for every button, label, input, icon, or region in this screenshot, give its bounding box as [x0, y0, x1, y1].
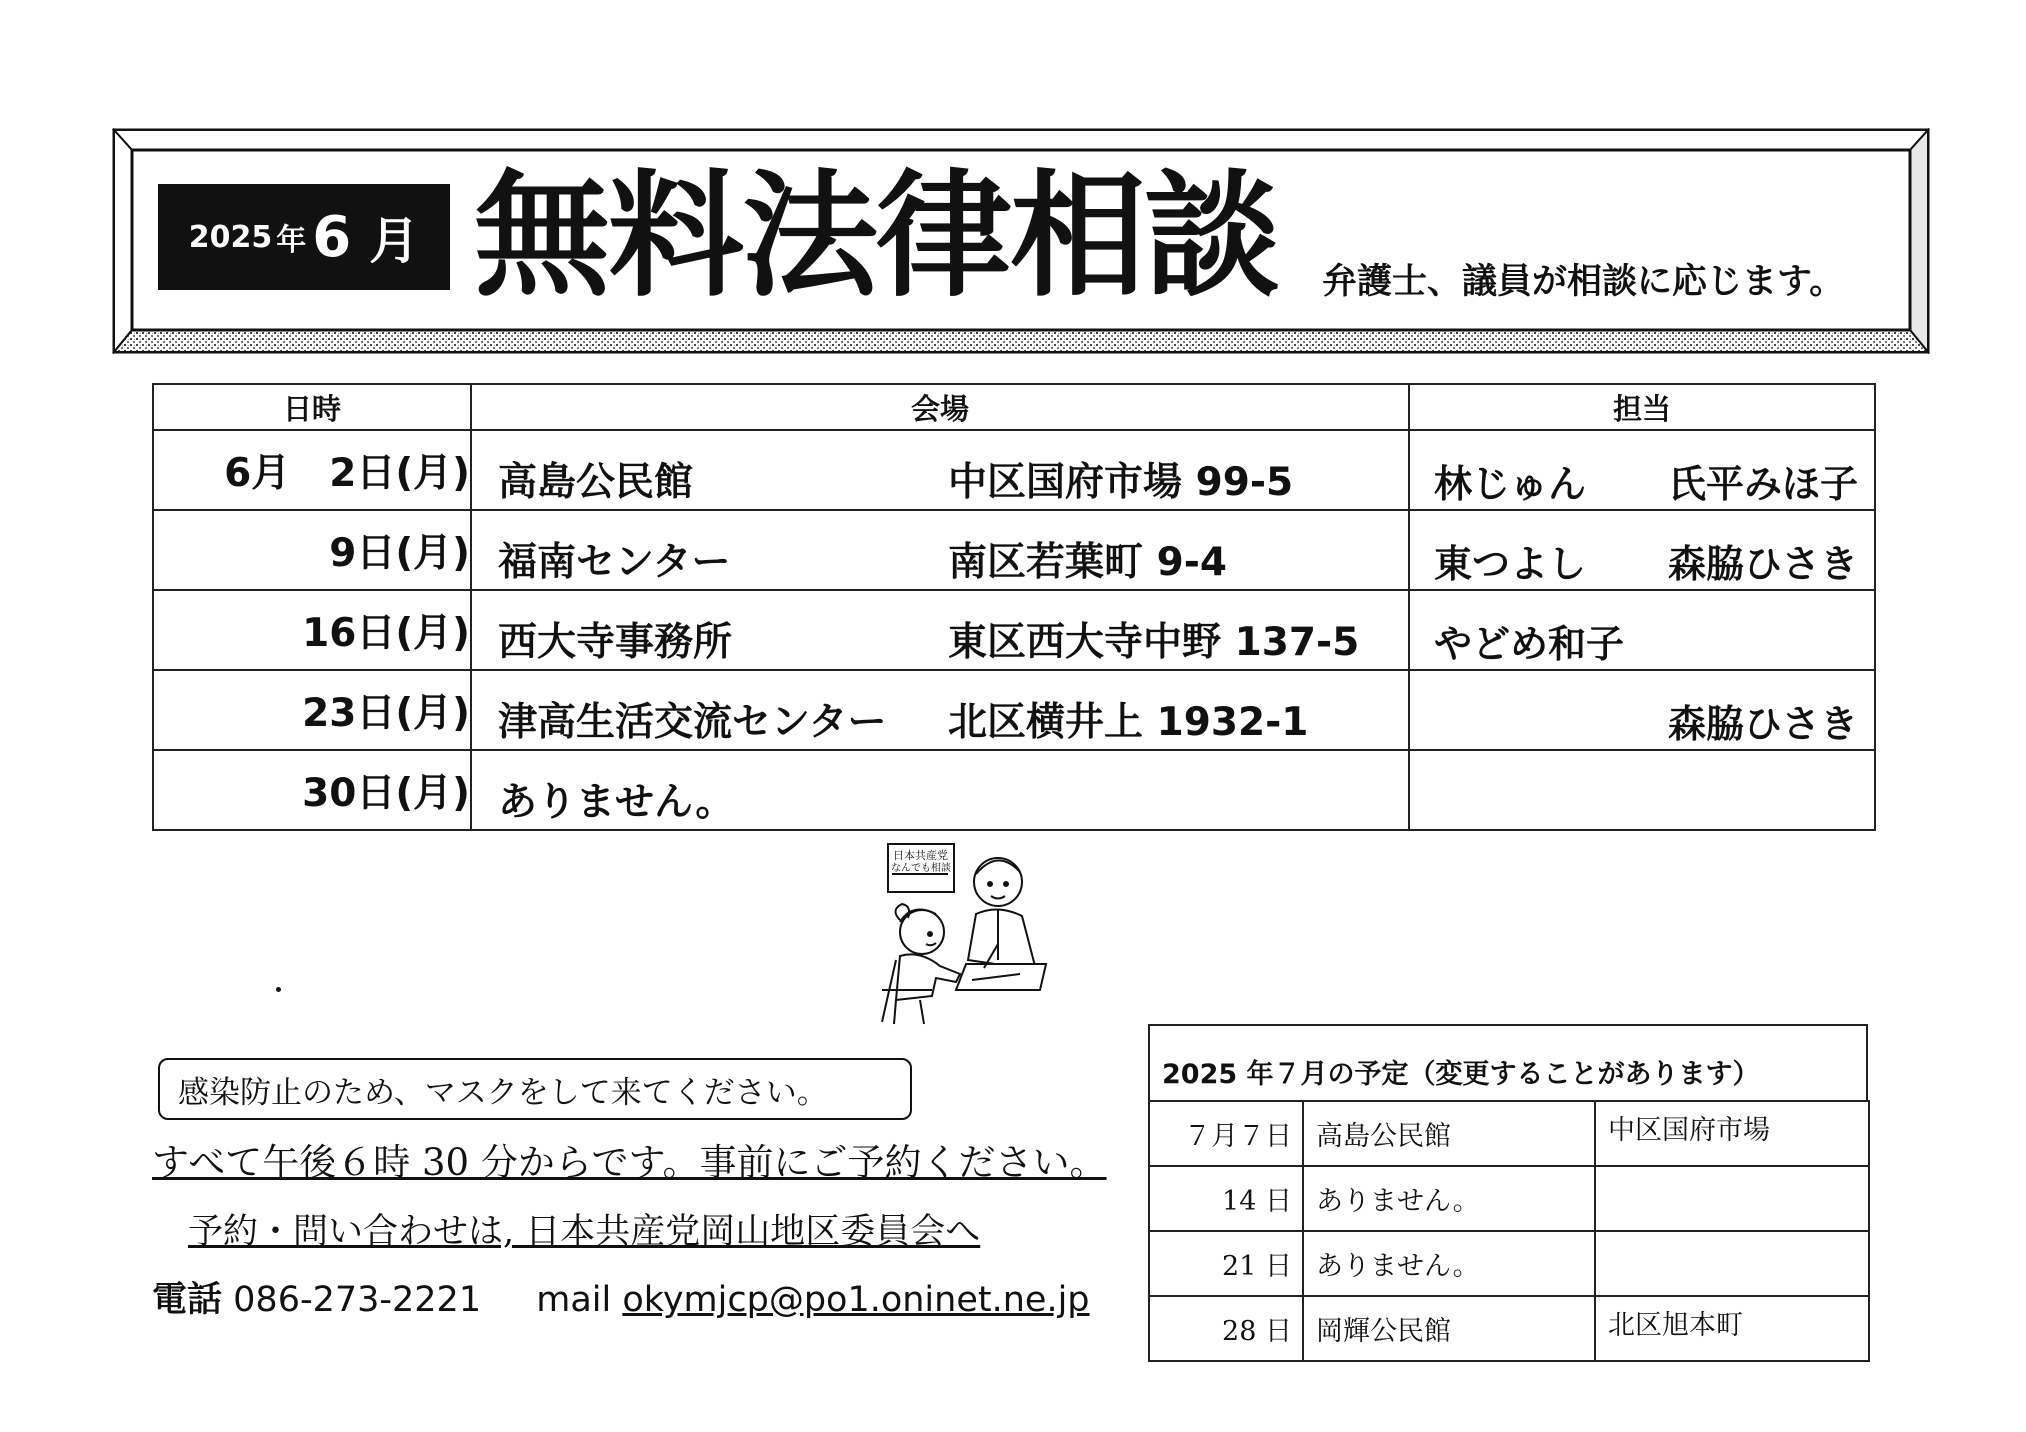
row-staff	[1409, 430, 1875, 510]
july-address: 中区国府市場	[1595, 1101, 1869, 1166]
contact-notice: 予約・問い合わせは, 日本共産党岡山地区委員会へ	[188, 1212, 981, 1252]
row-venue	[471, 670, 1409, 750]
staff-name: 氏平みほ子	[1668, 462, 1859, 506]
staff-name: 森脇ひさき	[1668, 542, 1859, 586]
table-row	[153, 510, 1875, 590]
row-date: 23日(月)	[153, 670, 471, 750]
july-venue: 高島公民館	[1303, 1101, 1595, 1166]
column-header-venue: 会場	[471, 384, 1409, 430]
year-suffix: 年	[276, 223, 307, 258]
time-notice: すべて午後６時 30 分からです。事前にご予約ください。	[152, 1141, 1107, 1184]
july-date: 28 日	[1149, 1296, 1303, 1361]
venue-address: 東区西大寺中野 137-5	[948, 620, 1360, 665]
venue-name: 高島公民館	[498, 460, 694, 505]
consultation-illustration	[860, 840, 1054, 1026]
month-suffix: 月	[369, 212, 420, 270]
venue-name: ありません。	[498, 780, 735, 825]
venue-name: 津高生活交流センター	[498, 700, 887, 745]
july-venue: 岡輝公民館	[1303, 1296, 1595, 1361]
row-staff	[1409, 510, 1875, 590]
table-row	[1149, 1296, 1869, 1361]
table-row	[153, 670, 1875, 750]
july-venue: ありません。	[1303, 1231, 1595, 1296]
row-venue	[471, 750, 1409, 830]
row-date: 6月 2日(月)	[153, 430, 471, 510]
row-staff	[1409, 590, 1875, 670]
july-venue: ありません。	[1303, 1166, 1595, 1231]
page-subtitle: 弁護士、議員が相談に応じます。	[1322, 262, 1845, 302]
july-date: 21 日	[1149, 1231, 1303, 1296]
staff-name: 林じゅん	[1434, 462, 1587, 506]
row-venue	[471, 510, 1409, 590]
row-date: 16日(月)	[153, 590, 471, 670]
july-date: 14 日	[1149, 1166, 1303, 1231]
july-address	[1595, 1166, 1869, 1231]
phone-label: 電話	[152, 1280, 223, 1320]
table-row	[153, 430, 1875, 510]
staff-name: 森脇ひさき	[1668, 702, 1859, 746]
table-row	[153, 750, 1875, 830]
table-row	[1149, 1101, 1869, 1166]
table-row	[1149, 1231, 1869, 1296]
july-schedule-title: 2025 年７月の予定（変更することがあります）	[1148, 1024, 1868, 1100]
table-row	[153, 590, 1875, 670]
row-date: 30日(月)	[153, 750, 471, 830]
month-badge	[158, 184, 450, 290]
venue-address: 南区若葉町 9-4	[948, 540, 1228, 585]
consultation-drawing	[860, 840, 1054, 1026]
month-text: 6	[312, 204, 352, 270]
mask-notice-text: 感染防止のため、マスクをして来てください。	[178, 1074, 828, 1111]
stray-dot	[276, 987, 281, 992]
july-table	[1148, 1100, 1870, 1362]
venue-name: 西大寺事務所	[498, 620, 733, 665]
staff-name: やどめ和子	[1434, 622, 1625, 666]
contact-line	[152, 1272, 1090, 1322]
schedule-header-row	[153, 384, 1875, 430]
table-row	[1149, 1166, 1869, 1231]
sign-line-2: なんでも相談	[891, 863, 951, 874]
mask-notice	[158, 1058, 912, 1120]
venue-address: 北区横井上 1932-1	[948, 700, 1309, 745]
venue-address: 中区国府市場 99-5	[948, 460, 1294, 505]
row-venue	[471, 430, 1409, 510]
mail-address[interactable]: okymjcp@po1.oninet.ne.jp	[622, 1280, 1090, 1320]
phone-number: 086-273-2221	[233, 1280, 482, 1320]
row-staff	[1409, 750, 1875, 830]
column-header-date: 日時	[153, 384, 471, 430]
year-text: 2025	[188, 219, 273, 255]
july-address	[1595, 1231, 1869, 1296]
row-date: 9日(月)	[153, 510, 471, 590]
row-staff	[1409, 670, 1875, 750]
mail-label: mail	[536, 1280, 612, 1320]
sign-line-1: 日本共産党	[893, 849, 948, 862]
schedule-table	[152, 383, 1876, 831]
venue-name: 福南センター	[498, 540, 731, 585]
column-header-staff: 担当	[1409, 384, 1875, 430]
row-venue	[471, 590, 1409, 670]
page-title: 無料法律相談	[474, 156, 1278, 316]
july-schedule	[1148, 1024, 1868, 1362]
july-address: 北区旭本町	[1595, 1296, 1869, 1361]
staff-name: 東つよし	[1434, 542, 1587, 586]
july-date: ７月７日	[1149, 1101, 1303, 1166]
